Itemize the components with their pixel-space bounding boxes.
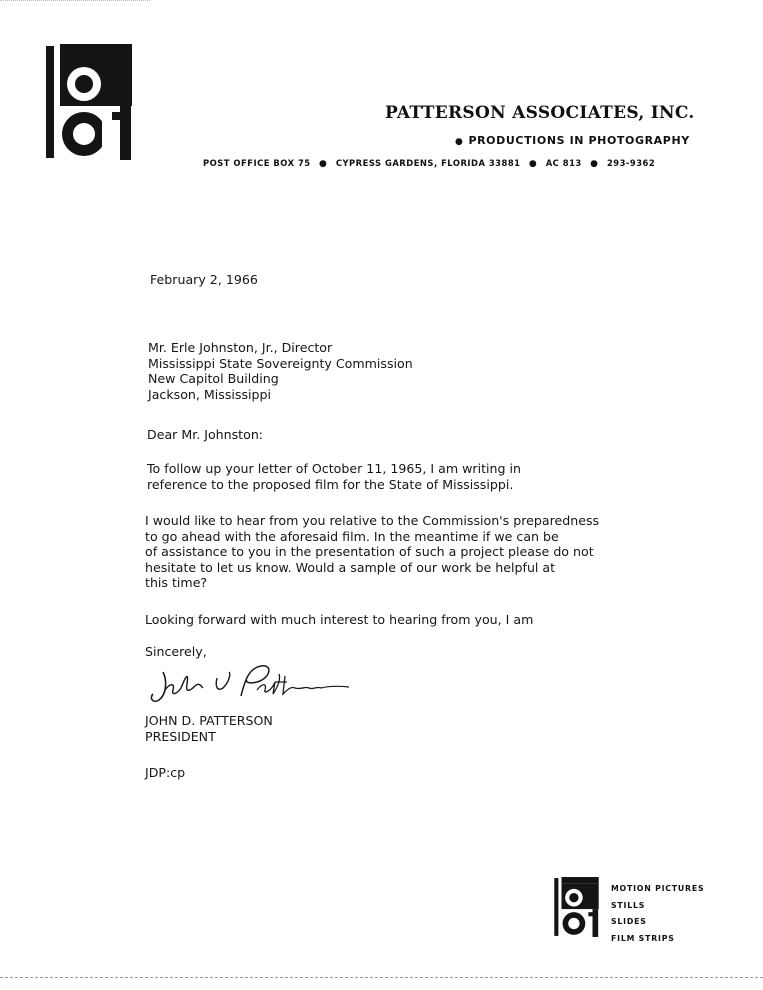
bullet-icon: ● xyxy=(319,159,328,169)
signer-title: PRESIDENT xyxy=(145,728,216,744)
recipient-line: Mr. Erle Johnston, Jr., Director xyxy=(148,340,333,355)
paragraph-1: To follow up your letter of October 11, 1965, I am writing in reference to the proposed film for the State of Mississippi. xyxy=(147,461,521,492)
footer-logo-icon xyxy=(552,876,602,942)
bullet-icon: ● xyxy=(590,159,599,169)
service-item: MOTION PICTURES xyxy=(611,884,705,893)
paragraph-3: Looking forward with much interest to hearing from you, I am xyxy=(145,612,534,627)
service-item: STILLS xyxy=(611,900,646,910)
signer-block xyxy=(145,713,273,744)
service-item: FILM STRIPS xyxy=(611,933,675,943)
letter-date: February 2, 1966 xyxy=(150,272,258,287)
company-name: PATTERSON ASSOCIATES, INC. xyxy=(385,103,695,123)
signer-name: JOHN D. PATTERSON xyxy=(145,713,273,728)
company-logo-icon xyxy=(44,42,136,162)
recipient-line: Mississippi State Sovereignty Commission xyxy=(148,355,413,371)
recipient-address xyxy=(148,340,413,402)
closing: Sincerely, xyxy=(145,644,207,659)
salutation: Dear Mr. Johnston: xyxy=(147,427,264,442)
service-item: SLIDES xyxy=(611,917,647,926)
top-edge-dots xyxy=(0,0,150,1)
company-address: POST OFFICE BOX 75 ● CYPRESS GARDENS, FLORIDA 33881 ● AC 813 ● 293-9362 xyxy=(203,158,656,169)
bullet-icon: ● xyxy=(455,137,464,147)
company-tagline: ● PRODUCTIONS IN PHOTOGRAPHY xyxy=(455,134,690,147)
paragraph-2: I would like to hear from you relative to the Commission's preparedness to go ahead with the aforesaid film. In the meantime if we can be of assistance to you in the presentation of such a project please do not hesitate to let us know. Would a sample of our work be helpful at this time? xyxy=(145,513,600,591)
recipient-line: New Capitol Building xyxy=(148,371,279,387)
recipient-line: Jackson, Mississippi xyxy=(148,386,271,402)
typist-initials: JDP:cp xyxy=(145,765,186,780)
services-list xyxy=(611,881,704,947)
bullet-icon: ● xyxy=(528,159,538,169)
handwritten-signature xyxy=(145,660,355,714)
scan-edge-line xyxy=(0,977,763,978)
